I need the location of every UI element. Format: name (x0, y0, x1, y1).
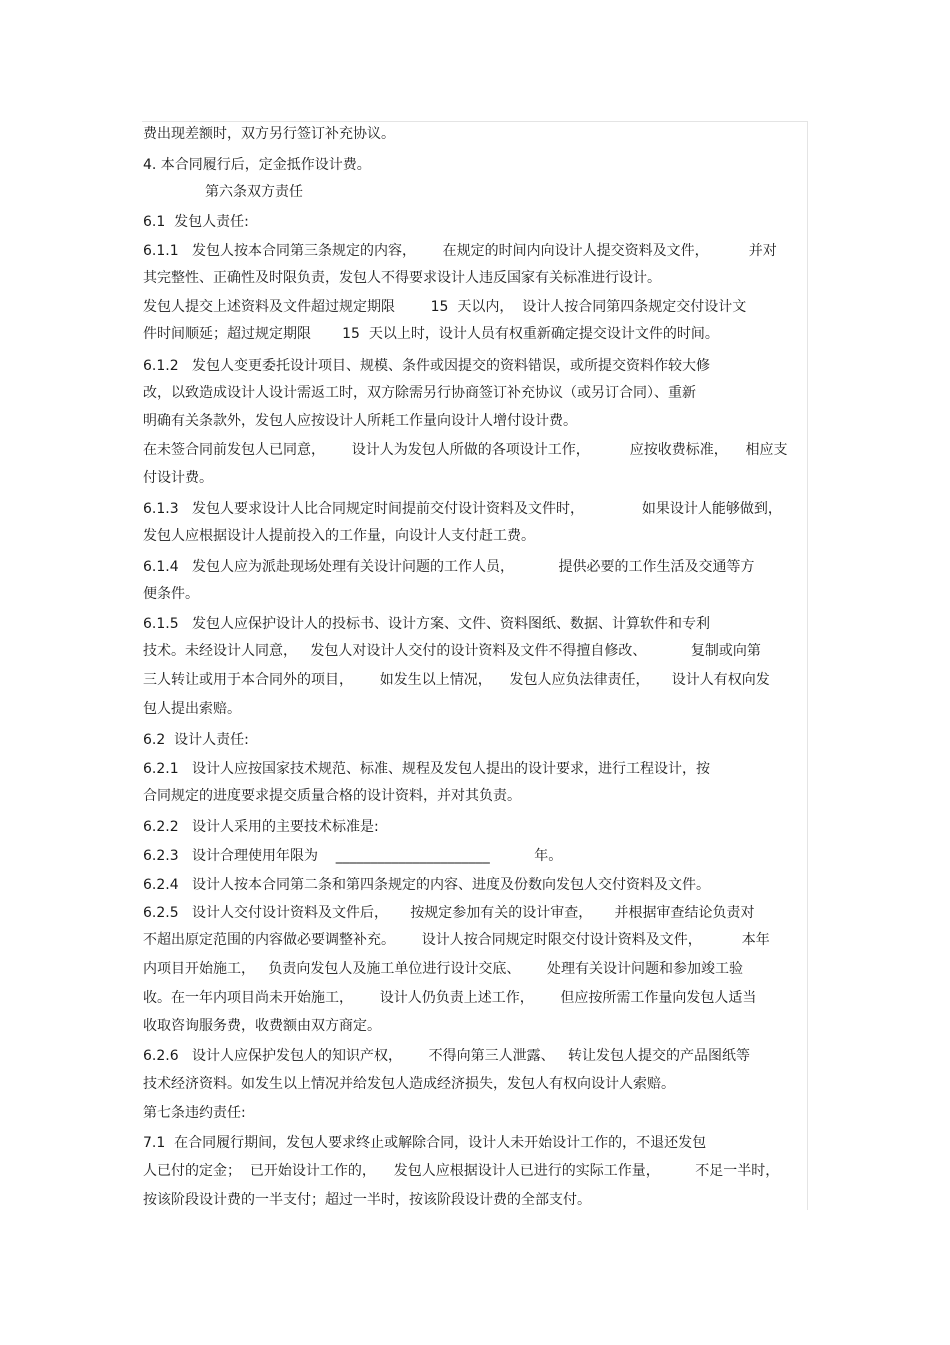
text-line: 费出现差额时，双方另行签订补充协议。 (143, 126, 395, 142)
text-line: 6.1.3 发包人要求设计人比合同规定时间提前交付设计资料及文件时， 如果设计人能够做到， (143, 501, 782, 517)
text-line: 7.1 在合同履行期间，发包人要求终止或解除合同，设计人未开始设计工作的，不退还发包 (143, 1135, 707, 1151)
text-line: 在未签合同前发包人已同意， 设计人为发包人所做的各项设计工作， 应按收费标准， 相应支 (143, 442, 788, 458)
text-line: 件时间顺延；超过规定期限 15 天以上时，设计人员有权重新确定提交设计文件的时间。 (143, 326, 719, 342)
text-line: 按该阶段设计费的一半支付；超过一半时，按该阶段设计费的全部支付。 (143, 1192, 591, 1208)
text-line: 6.2.4 设计人按本合同第二条和第四条规定的内容、进度及份数向发包人交付资料及文件。 (143, 877, 710, 893)
text-line: 内项目开始施工， 负责向发包人及施工单位进行设计交底、 处理有关设计问题和参加竣工验 (143, 961, 744, 977)
text-line: 6.2.3 设计合理使用年限为 ______________________ 年。 (143, 848, 563, 864)
text-line: 包人提出索赔。 (143, 701, 241, 717)
text-line: 6.1.1 发包人按本合同第三条规定的内容， 在规定的时间内向设计人提交资料及文件， 并对 (143, 243, 777, 259)
section-heading: 第六条双方责任 (205, 184, 303, 200)
text-line: 6.1.2 发包人变更委托设计项目、规模、条件或因提交的资料错误，或所提交资料作较大修 (143, 358, 710, 374)
text-line: 合同规定的进度要求提交质量合格的设计资料，并对其负责。 (143, 788, 521, 804)
text-line: 改，以致造成设计人设计需返工时，双方除需另行协商签订补充协议（或另订合同）、重新 (143, 385, 696, 401)
text-line: 收取咨询服务费，收费额由双方商定。 (143, 1018, 381, 1034)
text-line: 6.2.1 设计人应按国家技术规范、标准、规程及发包人提出的设计要求，进行工程设计，按 (143, 761, 710, 777)
text-line: 付设计费。 (143, 470, 213, 486)
text-line: 发包人提交上述资料及文件超过规定期限 15 天以内， 设计人按合同第四条规定交付设计文 (143, 299, 747, 315)
text-line: 6.2.6 设计人应保护发包人的知识产权， 不得向第三人泄露、 转让发包人提交的产品图纸等 (143, 1048, 751, 1064)
subsection-heading: 6.1 发包人责任: (143, 214, 249, 230)
text-line: 不超出原定范围的内容做必要调整补充。 设计人按合同规定时限交付设计资料及文件， 本年 (143, 932, 770, 948)
text-line: 技术经济资料。如发生以上情况并给发包人造成经济损失，发包人有权向设计人索赔。 (143, 1076, 675, 1092)
text-line: 其完整性、正确性及时限负责，发包人不得要求设计人违反国家有关标准进行设计。 (143, 270, 661, 286)
text-line: 技术。未经设计人同意， 发包人对设计人交付的设计资料及文件不得擅自修改、 复制或向第 (143, 643, 761, 659)
subsection-heading: 6.2 设计人责任: (143, 732, 249, 748)
text-line: 收。在一年内项目尚未开始施工， 设计人仍负责上述工作， 但应按所需工作量向发包人适当 (143, 990, 757, 1006)
text-line: 三人转让或用于本合同外的项目， 如发生以上情况， 发包人应负法律责任， 设计人有权向发 (143, 672, 770, 688)
section-heading: 第七条违约责任: (143, 1105, 246, 1121)
text-line: 4. 本合同履行后，定金抵作设计费。 (143, 157, 371, 173)
text-line: 6.2.2 设计人采用的主要技术标准是: (143, 819, 379, 835)
text-line: 6.1.5 发包人应保护设计人的投标书、设计方案、文件、资料图纸、数据、计算软件和专利 (143, 616, 710, 632)
text-line: 6.1.4 发包人应为派赴现场处理有关设计问题的工作人员， 提供必要的工作生活及交通等方 (143, 559, 755, 575)
text-line: 发包人应根据设计人提前投入的工作量，向设计人支付赶工费。 (143, 528, 535, 544)
text-line: 6.2.5 设计人交付设计资料及文件后， 按规定参加有关的设计审查， 并根据审查结论负责对 (143, 905, 755, 921)
text-line: 明确有关条款外，发包人应按设计人所耗工作量向设计人增付设计费。 (143, 413, 577, 429)
text-line: 便条件。 (143, 586, 199, 602)
text-line: 人已付的定金； 已开始设计工作的， 发包人应根据设计人已进行的实际工作量， 不足一半时， (143, 1163, 780, 1179)
